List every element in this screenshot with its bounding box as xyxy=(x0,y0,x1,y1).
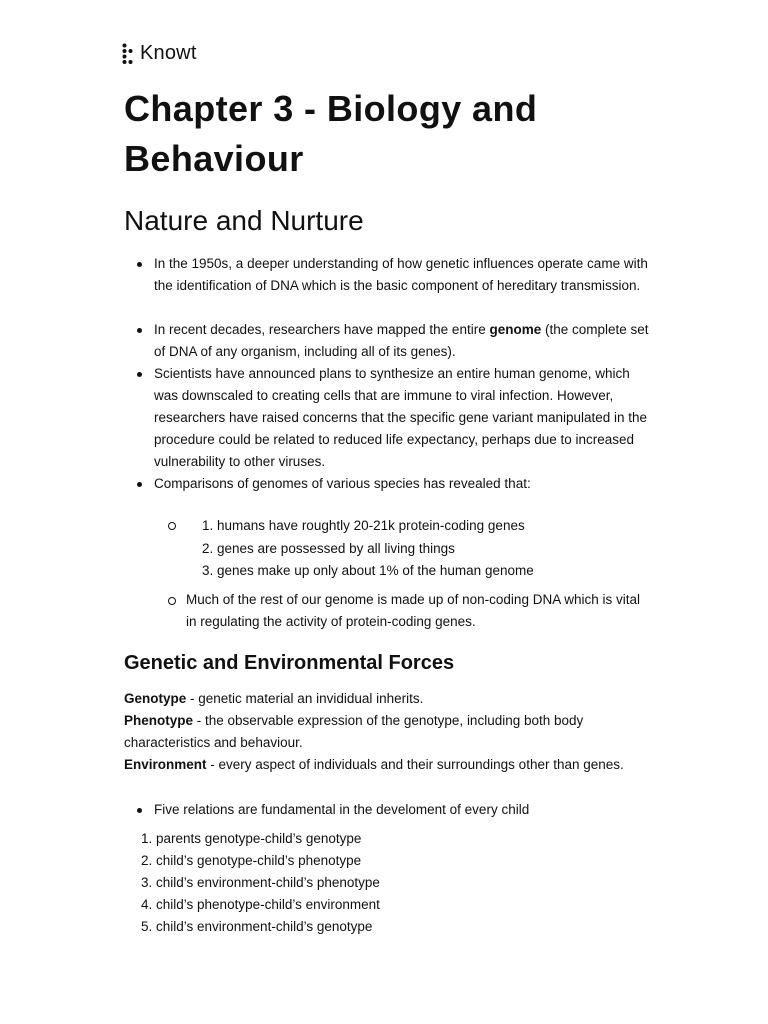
sub-numbered-item: 1. humans have roughtly 20-21k protein-coding genes xyxy=(202,518,525,533)
brand-name: Knowt xyxy=(140,42,197,64)
brand-logo xyxy=(122,42,197,65)
numbered-item: 2. child’s genotype-child’s phenotype xyxy=(141,853,362,868)
sub-numbered-item: 2. genes are possessed by all living things xyxy=(202,541,455,556)
hollow-bullet-icon xyxy=(168,522,176,530)
numbered-item: 5. child’s environment-child’s genotype xyxy=(141,919,373,934)
definitions xyxy=(124,688,624,776)
bullet-item: Comparisons of genomes of various species has revealed that: xyxy=(154,473,654,495)
definition-phenotype: Phenotype - the observable expression of the genotype, including both body characteristics and behaviour. xyxy=(124,713,584,750)
bullet-item: Scientists have announced plans to synthesize an entire human genome, which was downscaled to creating cells that are immune to viral infection. However, researchers have raised concerns that the specific gene variant manipulated in the procedure could be related to reduced life expectancy, perhaps due to increased vulnerability to other viruses. xyxy=(154,363,654,473)
bullet-item: In recent decades, researchers have mapped the entire genome (the complete set of DNA of any organism, including all of its genes). xyxy=(154,319,654,363)
definition-environment: Environment - every aspect of individuals and their surroundings other than genes. xyxy=(124,757,624,772)
bullet-item: Five relations are fundamental in the develoment of every child xyxy=(154,799,654,821)
hollow-bullet-icon xyxy=(168,597,176,605)
definition-genotype: Genotype - genetic material an invididual inherits. xyxy=(124,691,424,706)
document-title: Chapter 3 - Biology and Behaviour xyxy=(124,88,538,179)
numbered-item: 3. child’s environment-child’s phenotype xyxy=(141,875,380,890)
sub-numbered-item: 3. genes make up only about 1% of the human genome xyxy=(202,563,534,578)
numbered-item: 1. parents genotype-child’s genotype xyxy=(141,831,362,846)
bullet-item: In the 1950s, a deeper understanding of how genetic influences operate came with the identification of DNA which is the basic component of hereditary transmission. xyxy=(154,253,654,297)
genome-term: genome xyxy=(489,322,542,337)
knowt-logo-icon xyxy=(122,43,134,65)
numbered-item: 4. child’s phenotype-child’s environment xyxy=(141,897,380,912)
section-heading-genetic-environmental: Genetic and Environmental Forces xyxy=(124,652,455,674)
section-heading-nature-nurture: Nature and Nurture xyxy=(124,205,364,236)
sub-bullet-item: Much of the rest of our genome is made up of non-coding DNA which is vital in regulating the activity of protein-coding genes. xyxy=(186,592,640,629)
